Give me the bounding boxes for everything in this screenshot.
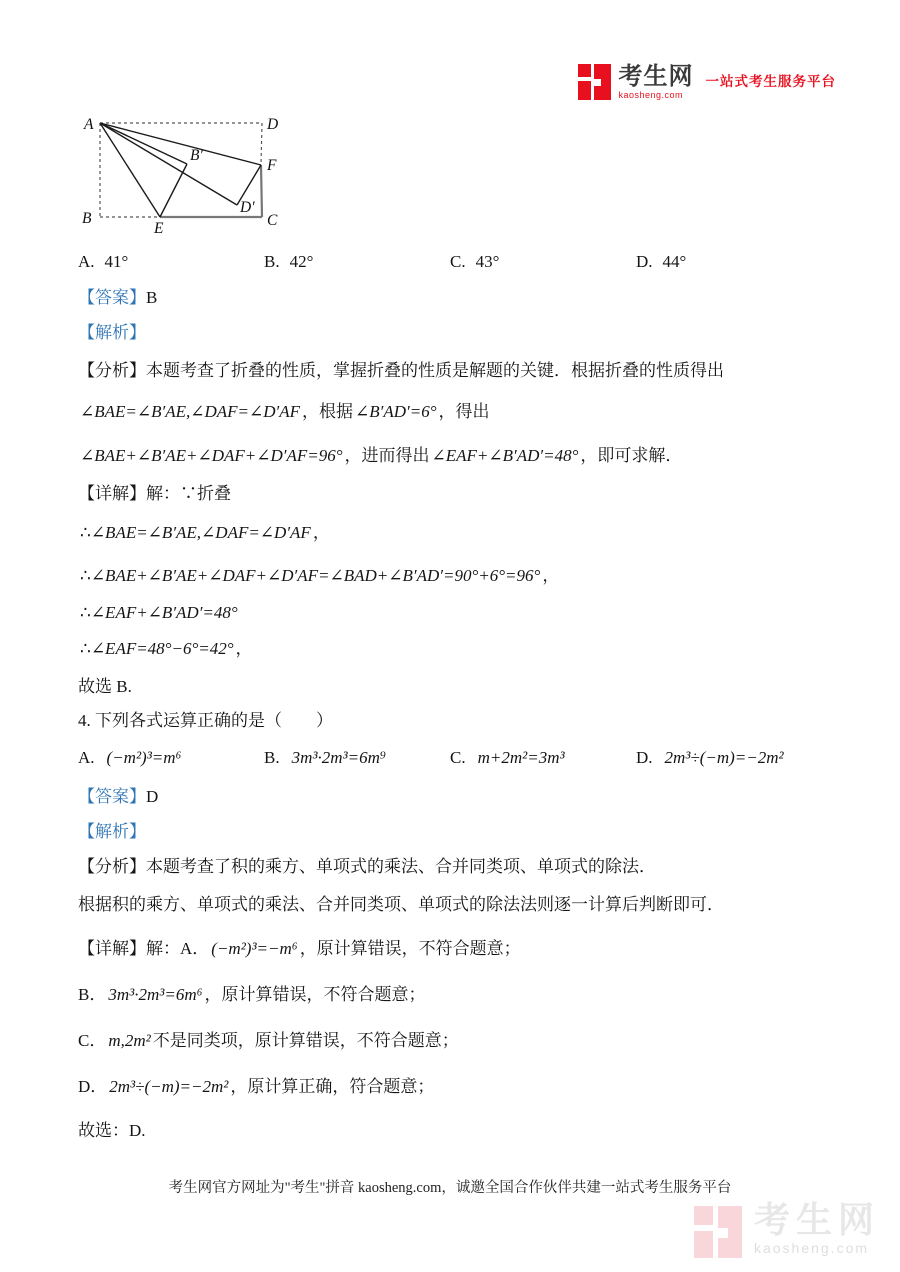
q3-option-b-letter: B. [264,252,280,271]
q4-analysis-2: 根据积的乘方、单项式的乘法、合并同类项、单项式的除法法则逐一计算后判断即可． [78,895,724,914]
point-label-bprime: B′ [190,147,203,164]
q3-option-a-value: 41° [104,252,129,271]
q3-solution-2: ∴∠BAE=∠B′AE,∠DAF=∠D′AF ， [80,523,330,542]
q3-options-row [78,250,842,274]
q3-answer-tag: 【答案】 [78,288,146,307]
q4-option-b [264,746,450,770]
q3-option-c-letter: C. [450,252,466,271]
q3-option-b-value: 42° [289,252,314,271]
q4-answer-line [78,785,842,809]
q4-option-b-value: 3m³·2m³=6m⁹ [291,748,386,767]
q4-answer-tag: 【答案】 [78,787,146,806]
q3-solution-5: ∴∠EAF=48°−6°=42° ， [80,639,253,658]
q4-option-c-letter: C. [450,748,466,767]
q3-option-b [264,250,450,274]
point-label-c: C [267,212,278,229]
q3-answer-line [78,286,842,310]
point-label-dprime: D′ [240,199,255,216]
logo-tagline: 一站式考生服务平台 [705,74,836,89]
q3-jiexi-line [78,321,842,345]
q4-analysis-1: 【分析】本题考查了积的乘方、单项式的乘法、合并同类项、单项式的除法． [78,857,656,876]
q4-solution-a: 【详解】解：A． (−m²)³=−m⁶ ，原计算错误，不符合题意； [78,939,521,958]
q3-solution-4: ∴∠EAF+∠B′AD′=48° [80,603,238,622]
watermark-site-domain: kaosheng.com [753,1240,870,1256]
q3-analysis-2: ∠BAE=∠B′AE,∠DAF=∠D′AF ，根据 ∠B′AD′=6° ，得出 [80,402,490,421]
point-label-d: D [267,116,279,133]
q3-option-d-value: 44° [662,252,687,271]
edge-df-dashed [261,123,262,165]
q3-jiexi-tag: 【解析】 [78,323,146,342]
point-label-e: E [154,220,164,237]
q3-solution-1: 【详解】解：∵折叠 [78,484,231,503]
q3-analysis-1: 【分析】本题考查了折叠的性质，掌握折叠的性质是解题的关键．根据折叠的性质得出 [78,361,724,380]
q4-answer-value: D [146,787,159,806]
q3-conclusion: 故选 B. [78,677,132,696]
q4-option-d [636,746,842,770]
q4-option-a-value: (−m²)³=m⁶ [106,748,182,767]
q4-solution-b: B． 3m³·2m³=6m⁶ ，原计算错误，不符合题意； [78,985,426,1004]
q4-option-b-letter: B. [264,748,280,767]
watermark-logo [694,1199,880,1258]
q3-option-c [450,250,636,274]
logo-site-domain: kaosheng.com [618,89,684,100]
q4-solution-c: C． m,2m² 不是同类项，原计算错误，不符合题意； [78,1031,459,1050]
q4-option-d-letter: D. [636,748,653,767]
logo-site-name: 考生网 [618,62,694,90]
q3-answer-value: B [146,288,158,307]
point-label-b: B [82,210,92,227]
line-a-dprime [100,123,237,205]
q4-option-c [450,746,636,770]
geometry-figure [78,102,842,242]
q3-analysis-3: ∠BAE+∠B′AE+∠DAF+∠D′AF=96° ，进而得出 ∠EAF+∠B′AD′=48° ，即可求解． [80,446,683,465]
watermark-site-name: 考生网 [753,1199,880,1240]
point-label-a: A [84,116,94,133]
footer-note: 考生网官方网址为"考生"拼音 kaosheng.com，诚邀全国合作伙伴共建一站式考生服务平台 [168,1180,732,1196]
q3-solution-3: ∴∠BAE+∠B′AE+∠DAF+∠D′AF=∠BAD+∠B′AD′=90°+6°=96° ， [80,566,560,585]
q4-conclusion: 故选：D. [78,1121,146,1140]
q4-option-d-value: 2m³÷(−m)=−2m² [664,748,784,767]
q3-option-a [78,250,264,274]
kaosheng-logo-icon [578,64,611,100]
q4-jiexi-tag: 【解析】 [78,822,146,841]
header-logo [578,64,837,100]
fold-line-af [100,123,261,165]
q3-option-a-letter: A. [78,252,95,271]
edge-fc [261,165,262,217]
point-label-f: F [267,157,277,174]
q4-option-a [78,746,264,770]
q3-option-d [636,250,842,274]
watermark-logo-icon [694,1206,742,1258]
q4-options-row [78,746,842,770]
q4-solution-d: D． 2m³÷(−m)=−2m² ，原计算正确，符合题意； [78,1077,435,1096]
q3-option-d-letter: D. [636,252,653,271]
q4-jiexi-line [78,820,842,844]
q4-option-c-value: m+2m²=3m³ [477,748,565,767]
q3-option-c-value: 43° [475,252,500,271]
q4-title: 4. 下列各式运算正确的是（ ） [78,711,333,730]
q4-option-a-letter: A. [78,748,95,767]
